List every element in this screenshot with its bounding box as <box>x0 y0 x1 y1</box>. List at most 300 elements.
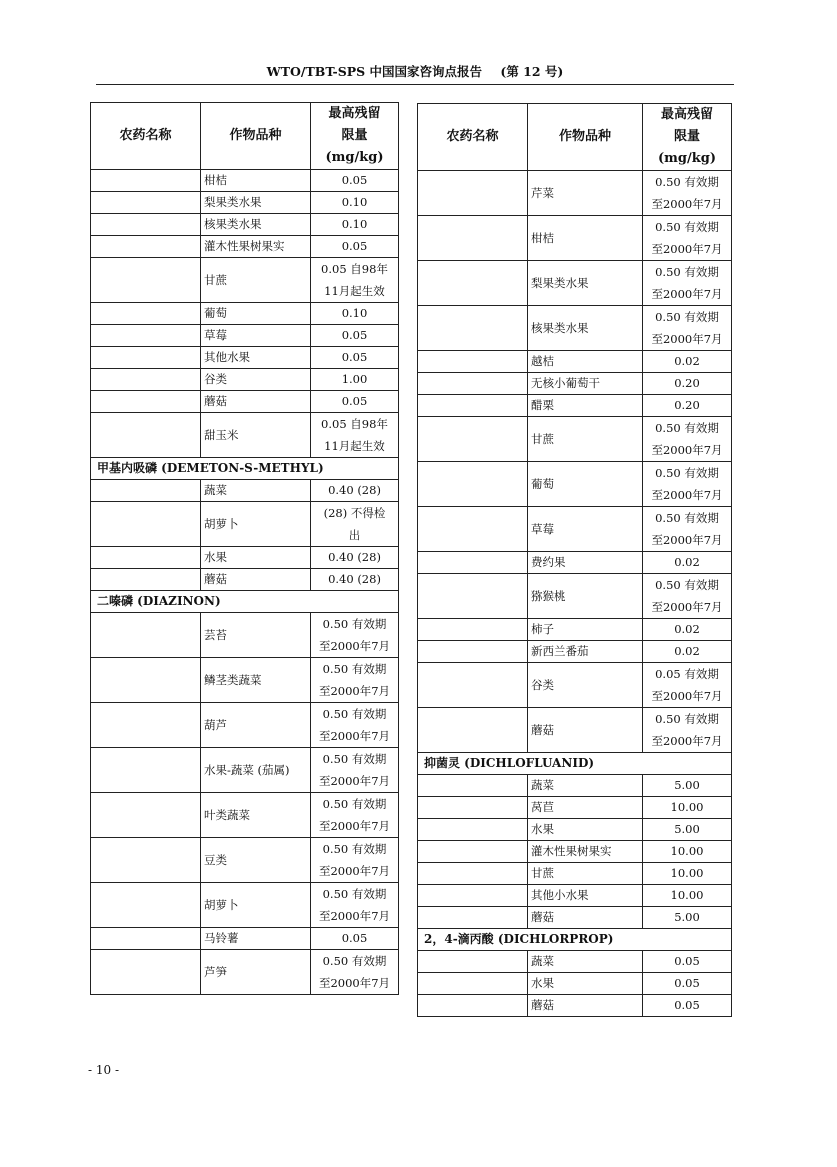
mrl-value-line: 至2000年7月 <box>651 488 723 502</box>
table-header-row <box>91 103 399 170</box>
mrl-value-line: 至2000年7月 <box>318 639 391 653</box>
mrl-cell <box>643 417 732 462</box>
mrl-value-line: 至2000年7月 <box>651 332 723 346</box>
crop-cell: 柑桔 <box>528 216 643 261</box>
mrl-cell <box>311 547 399 569</box>
pesticide-cell <box>91 928 201 950</box>
mrl-value-line: 10.00 <box>670 888 704 902</box>
mrl-value-line: 至2000年7月 <box>318 909 391 923</box>
pesticide-cell <box>418 171 528 216</box>
mrl-cell <box>311 502 399 547</box>
crop-cell: 谷类 <box>201 369 311 391</box>
table-row <box>418 351 732 373</box>
table-row <box>91 170 399 192</box>
crop-cell: 灌木性果树果实 <box>201 236 311 258</box>
mrl-value-line: 0.05 <box>341 350 368 364</box>
mrl-header-line: 最高残留 <box>660 107 713 122</box>
pesticide-cell <box>91 502 201 547</box>
mrl-value-line: 0.50 有效期 <box>655 712 719 726</box>
mrl-value-line: 至2000年7月 <box>318 684 391 698</box>
pesticide-cell <box>418 507 528 552</box>
mrl-cell <box>311 325 399 347</box>
pesticide-cell <box>418 775 528 797</box>
mrl-cell <box>643 797 732 819</box>
mrl-cell <box>643 216 732 261</box>
crop-cell: 核果类水果 <box>528 306 643 351</box>
crop-cell: 豆类 <box>201 838 311 883</box>
pesticide-cell <box>418 951 528 973</box>
mrl-value-line: 至2000年7月 <box>651 242 723 256</box>
crop-column-header: 作物品种 <box>201 103 311 170</box>
page-header <box>96 62 734 85</box>
mrl-value-line: 至2000年7月 <box>318 864 391 878</box>
crop-cell: 甜玉米 <box>201 413 311 458</box>
mrl-value-line: 5.00 <box>674 910 700 924</box>
pesticide-cell <box>91 214 201 236</box>
mrl-value-line: 0.20 <box>674 376 700 390</box>
mrl-value-line: 0.05 <box>341 328 368 342</box>
crop-cell: 醋栗 <box>528 395 643 417</box>
mrl-cell <box>643 462 732 507</box>
pesticide-cell <box>418 819 528 841</box>
pesticide-cell <box>91 480 201 502</box>
mrl-cell <box>311 369 399 391</box>
mrl-value-line: 0.50 有效期 <box>655 466 719 480</box>
mrl-value-line: 0.50 有效期 <box>322 797 387 811</box>
table-row <box>418 619 732 641</box>
crop-cell: 谷类 <box>528 663 643 708</box>
mrl-value-line: 0.05 <box>674 976 700 990</box>
crop-cell: 梨果类水果 <box>528 261 643 306</box>
crop-cell: 蘑菇 <box>528 708 643 753</box>
crop-cell: 蔬菜 <box>528 951 643 973</box>
pesticide-cell <box>418 973 528 995</box>
mrl-value-line: 0.50 有效期 <box>322 752 387 766</box>
table-body <box>91 170 399 995</box>
table-row <box>91 748 399 793</box>
crop-cell: 蘑菇 <box>201 569 311 591</box>
mrl-value-line: 0.10 <box>341 217 368 231</box>
mrl-value-line: 5.00 <box>674 778 700 792</box>
header-issue: (第 12 号) <box>500 64 564 79</box>
crop-cell: 水果 <box>528 973 643 995</box>
mrl-cell <box>311 703 399 748</box>
crop-cell: 马铃薯 <box>201 928 311 950</box>
crop-cell: 葡萄 <box>201 303 311 325</box>
table-row <box>91 502 399 547</box>
pesticide-cell <box>418 351 528 373</box>
pesticide-cell <box>418 663 528 708</box>
table-row <box>91 928 399 950</box>
crop-column-header: 作物品种 <box>528 104 643 171</box>
mrl-value-line: 0.50 有效期 <box>655 265 719 279</box>
table-row <box>418 775 732 797</box>
table-row <box>91 258 399 303</box>
crop-cell: 甘蔗 <box>528 417 643 462</box>
mrl-value-line: 10.00 <box>670 800 704 814</box>
table-row <box>418 641 732 663</box>
mrl-cell <box>643 641 732 663</box>
pesticide-cell <box>91 703 201 748</box>
crop-cell: 甘蔗 <box>201 258 311 303</box>
crop-cell: 水果 <box>201 547 311 569</box>
pesticide-cell <box>91 883 201 928</box>
mrl-cell <box>643 171 732 216</box>
crop-cell: 核果类水果 <box>201 214 311 236</box>
mrl-value-line: 0.50 有效期 <box>655 578 719 592</box>
pesticide-cell <box>91 391 201 413</box>
crop-cell: 叶类蔬菜 <box>201 793 311 838</box>
table-row <box>418 507 732 552</box>
mrl-cell <box>643 885 732 907</box>
mrl-cell <box>311 748 399 793</box>
table-row <box>418 395 732 417</box>
mrl-value-line: 出 <box>348 528 361 542</box>
mrl-value-line: 0.40 (28) <box>328 550 381 564</box>
pesticide-cell <box>91 369 201 391</box>
pesticide-cell <box>418 708 528 753</box>
pesticide-cell <box>418 907 528 929</box>
crop-cell: 蔬菜 <box>201 480 311 502</box>
crop-cell: 无核小葡萄干 <box>528 373 643 395</box>
table-row <box>418 216 732 261</box>
table-row <box>91 838 399 883</box>
crop-cell: 灌木性果树果实 <box>528 841 643 863</box>
mrl-value-line: 0.50 有效期 <box>322 617 387 631</box>
pesticide-cell <box>418 417 528 462</box>
table-row <box>91 391 399 413</box>
pesticide-cell <box>418 216 528 261</box>
pesticide-cell <box>418 306 528 351</box>
table-row <box>91 883 399 928</box>
pesticide-section-row <box>91 591 399 613</box>
crop-cell: 新西兰番茄 <box>528 641 643 663</box>
mrl-value-line: 0.05 有效期 <box>655 667 719 681</box>
crop-cell: 梨果类水果 <box>201 192 311 214</box>
pesticide-cell <box>418 552 528 574</box>
pesticide-cell <box>91 413 201 458</box>
table-row <box>418 552 732 574</box>
mrl-cell <box>311 192 399 214</box>
mrl-value-line: 0.50 有效期 <box>322 887 387 901</box>
pesticide-column-header: 农药名称 <box>418 104 528 171</box>
table-row <box>418 797 732 819</box>
table-row <box>91 236 399 258</box>
pesticide-cell <box>418 373 528 395</box>
table-row <box>91 325 399 347</box>
crop-cell: 芹菜 <box>528 171 643 216</box>
mrl-header-line: 最高残留 <box>328 106 381 121</box>
mrl-value-line: 0.05 <box>341 239 368 253</box>
mrl-value-line: 0.05 <box>341 931 368 945</box>
table-row <box>418 708 732 753</box>
mrl-cell <box>643 775 732 797</box>
pesticide-cell <box>91 793 201 838</box>
mrl-value-line: 0.05 <box>674 998 700 1012</box>
crop-cell: 越桔 <box>528 351 643 373</box>
crop-cell: 胡萝卜 <box>201 883 311 928</box>
mrl-value-line: 至2000年7月 <box>651 689 723 703</box>
pesticide-cell <box>91 192 201 214</box>
crop-cell: 其他小水果 <box>528 885 643 907</box>
mrl-cell <box>643 261 732 306</box>
pesticide-cell <box>418 574 528 619</box>
mrl-value-line: 0.10 <box>341 306 368 320</box>
mrl-value-line: 1.00 <box>341 372 368 386</box>
mrl-value-line: 0.02 <box>674 622 700 636</box>
mrl-cell <box>311 793 399 838</box>
mrl-header-line: (mg/kg) <box>658 151 716 166</box>
pesticide-cell <box>418 641 528 663</box>
mrl-header-line: 限量 <box>673 129 700 144</box>
mrl-cell <box>311 258 399 303</box>
table-row <box>91 369 399 391</box>
crop-cell: 草莓 <box>528 507 643 552</box>
mrl-cell <box>643 373 732 395</box>
mrl-value-line: 0.20 <box>674 398 700 412</box>
table-row <box>418 907 732 929</box>
pesticide-cell <box>91 236 201 258</box>
mrl-value-line: 0.50 有效期 <box>655 310 719 324</box>
table-row <box>418 462 732 507</box>
pesticide-cell <box>418 462 528 507</box>
mrl-value-line: 0.40 (28) <box>328 572 381 586</box>
mrl-value-line: 至2000年7月 <box>318 976 391 990</box>
mrl-header-line: (mg/kg) <box>325 150 384 165</box>
mrl-value-line: 0.02 <box>674 555 700 569</box>
mrl-cell <box>643 574 732 619</box>
crop-cell: 蘑菇 <box>201 391 311 413</box>
mrl-value-line: 0.50 有效期 <box>322 707 387 721</box>
crop-cell: 水果 <box>528 819 643 841</box>
pesticide-name: 甲基内吸磷 (DEMETON-S-METHYL) <box>91 458 399 480</box>
table-row <box>418 574 732 619</box>
mrl-value-line: 11月起生效 <box>324 284 385 298</box>
table-row <box>418 885 732 907</box>
crop-cell: 蘑菇 <box>528 907 643 929</box>
mrl-cell <box>311 214 399 236</box>
mrl-cell <box>643 306 732 351</box>
table-row <box>418 417 732 462</box>
pesticide-cell <box>91 170 201 192</box>
mrl-value-line: 0.50 有效期 <box>655 511 719 525</box>
mrl-value-line: 5.00 <box>674 822 700 836</box>
table-row <box>418 973 732 995</box>
pesticide-section-row <box>418 929 732 951</box>
mrl-cell <box>643 951 732 973</box>
mrl-cell <box>311 391 399 413</box>
mrl-value-line: 0.05 <box>341 173 368 187</box>
pesticide-cell <box>418 885 528 907</box>
pesticide-cell <box>418 261 528 306</box>
pesticide-column-header: 农药名称 <box>91 103 201 170</box>
mrl-value-line: 至2000年7月 <box>651 734 723 748</box>
table-row <box>91 613 399 658</box>
mrl-cell <box>311 413 399 458</box>
pesticide-cell <box>91 748 201 793</box>
mrl-value-line: 0.50 有效期 <box>322 954 387 968</box>
mrl-value-line: 至2000年7月 <box>651 443 723 457</box>
mrl-cell <box>643 552 732 574</box>
mrl-value-line: (28) 不得检 <box>323 506 386 520</box>
mrl-value-line: 至2000年7月 <box>318 819 391 833</box>
mrl-value-line: 10.00 <box>670 866 704 880</box>
mrl-value-line: 0.10 <box>341 195 368 209</box>
crop-cell: 蔬菜 <box>528 775 643 797</box>
mrl-value-line: 0.05 自98年 <box>321 417 388 431</box>
pesticide-cell <box>418 797 528 819</box>
pesticide-cell <box>418 395 528 417</box>
mrl-cell <box>311 883 399 928</box>
mrl-value-line: 0.05 <box>674 954 700 968</box>
mrl-table-left <box>90 102 399 995</box>
table-row <box>91 347 399 369</box>
pesticide-cell <box>91 950 201 995</box>
mrl-cell <box>643 907 732 929</box>
table-row <box>418 171 732 216</box>
mrl-cell <box>311 838 399 883</box>
mrl-cell <box>643 995 732 1017</box>
table-row <box>91 658 399 703</box>
mrl-cell <box>311 658 399 703</box>
mrl-value-line: 0.50 有效期 <box>322 842 387 856</box>
mrl-value-line: 11月起生效 <box>324 439 385 453</box>
table-header-row <box>418 104 732 171</box>
mrl-cell <box>311 480 399 502</box>
pesticide-cell <box>91 347 201 369</box>
table-row <box>91 703 399 748</box>
mrl-column-header <box>643 104 732 171</box>
mrl-column-header <box>311 103 399 170</box>
mrl-cell <box>643 619 732 641</box>
table-row <box>91 413 399 458</box>
mrl-header-line: 限量 <box>341 128 368 143</box>
pesticide-cell <box>418 619 528 641</box>
pesticide-cell <box>418 841 528 863</box>
pesticide-cell <box>91 325 201 347</box>
mrl-value-line: 10.00 <box>670 844 704 858</box>
mrl-table-right <box>417 103 732 1017</box>
crop-cell: 莴苣 <box>528 797 643 819</box>
mrl-cell <box>643 841 732 863</box>
mrl-value-line: 至2000年7月 <box>651 533 723 547</box>
crop-cell: 其他水果 <box>201 347 311 369</box>
table-row <box>91 793 399 838</box>
crop-cell: 柿子 <box>528 619 643 641</box>
table-row <box>418 951 732 973</box>
pesticide-name: 抑菌灵 (DICHLOFLUANID) <box>418 753 732 775</box>
crop-cell: 芸苔 <box>201 613 311 658</box>
mrl-cell <box>643 507 732 552</box>
crop-cell: 甘蔗 <box>528 863 643 885</box>
table-row <box>418 306 732 351</box>
mrl-cell <box>311 950 399 995</box>
table-row <box>91 569 399 591</box>
table-row <box>418 261 732 306</box>
crop-cell: 葫芦 <box>201 703 311 748</box>
pesticide-name: 二嗪磷 (DIAZINON) <box>91 591 399 613</box>
page-number: - 10 - <box>88 1063 120 1077</box>
mrl-value-line: 至2000年7月 <box>318 774 391 788</box>
mrl-value-line: 0.40 (28) <box>328 483 381 497</box>
table-row <box>418 995 732 1017</box>
mrl-cell <box>311 613 399 658</box>
pesticide-cell <box>91 547 201 569</box>
mrl-value-line: 至2000年7月 <box>651 197 723 211</box>
mrl-value-line: 0.50 有效期 <box>655 220 719 234</box>
mrl-value-line: 至2000年7月 <box>318 729 391 743</box>
mrl-cell <box>311 303 399 325</box>
mrl-value-line: 0.50 有效期 <box>655 421 719 435</box>
mrl-value-line: 0.02 <box>674 644 700 658</box>
crop-cell: 柑桔 <box>201 170 311 192</box>
pesticide-section-row <box>418 753 732 775</box>
crop-cell: 芦笋 <box>201 950 311 995</box>
mrl-value-line: 0.50 有效期 <box>322 662 387 676</box>
mrl-value-line: 至2000年7月 <box>651 287 723 301</box>
table-row <box>91 547 399 569</box>
pesticide-section-row <box>91 458 399 480</box>
mrl-value-line: 至2000年7月 <box>651 600 723 614</box>
pesticide-cell <box>91 838 201 883</box>
mrl-cell <box>311 569 399 591</box>
table-row <box>91 480 399 502</box>
mrl-cell <box>643 663 732 708</box>
table-row <box>91 950 399 995</box>
table-row <box>418 863 732 885</box>
mrl-cell <box>643 395 732 417</box>
crop-cell: 胡萝卜 <box>201 502 311 547</box>
pesticide-cell <box>91 258 201 303</box>
table-row <box>91 214 399 236</box>
table-row <box>418 373 732 395</box>
table-row <box>418 819 732 841</box>
crop-cell: 草莓 <box>201 325 311 347</box>
mrl-cell <box>643 973 732 995</box>
pesticide-cell <box>91 569 201 591</box>
crop-cell: 鳞茎类蔬菜 <box>201 658 311 703</box>
crop-cell: 葡萄 <box>528 462 643 507</box>
pesticide-cell <box>91 303 201 325</box>
mrl-cell <box>311 236 399 258</box>
table-row <box>91 303 399 325</box>
table-row <box>418 841 732 863</box>
crop-cell: 蘑菇 <box>528 995 643 1017</box>
crop-cell: 猕猴桃 <box>528 574 643 619</box>
pesticide-cell <box>91 613 201 658</box>
table-row <box>418 663 732 708</box>
mrl-cell <box>311 928 399 950</box>
mrl-cell <box>311 347 399 369</box>
mrl-value-line: 0.05 <box>341 394 368 408</box>
mrl-cell <box>643 351 732 373</box>
mrl-cell <box>643 708 732 753</box>
mrl-value-line: 0.02 <box>674 354 700 368</box>
mrl-cell <box>643 863 732 885</box>
pesticide-name: 2，4-滴丙酸 (DICHLORPROP) <box>418 929 732 951</box>
crop-cell: 水果-蔬菜 (茄属) <box>201 748 311 793</box>
header-title: WTO/TBT-SPS 中国国家咨询点报告 <box>266 64 483 79</box>
table-row <box>91 192 399 214</box>
mrl-value-line: 0.50 有效期 <box>655 175 719 189</box>
mrl-cell <box>311 170 399 192</box>
mrl-cell <box>643 819 732 841</box>
pesticide-cell <box>418 863 528 885</box>
mrl-value-line: 0.05 自98年 <box>321 262 388 276</box>
pesticide-cell <box>418 995 528 1017</box>
table-body <box>418 171 732 1017</box>
crop-cell: 费约果 <box>528 552 643 574</box>
